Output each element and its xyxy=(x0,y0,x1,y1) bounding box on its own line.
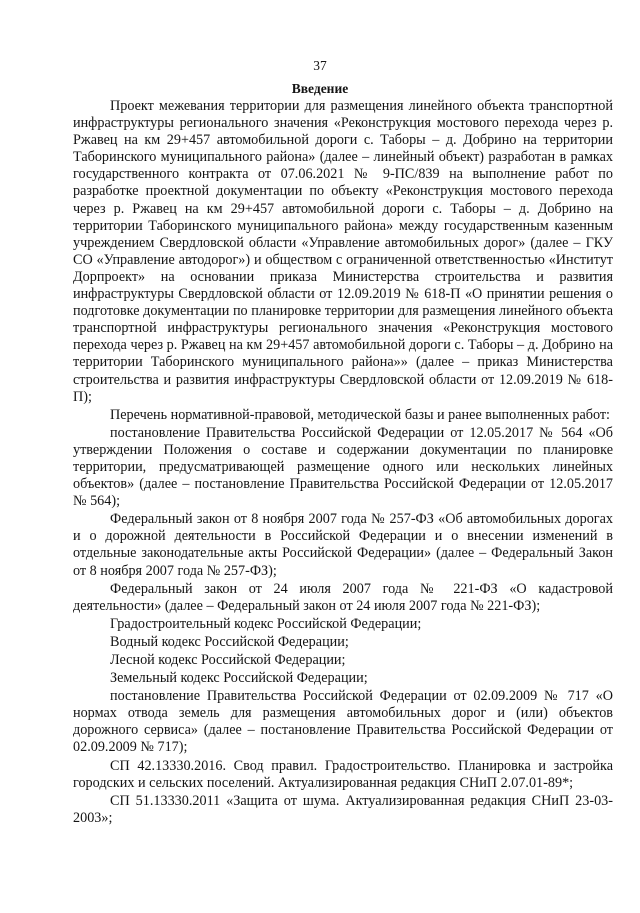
list-item-forest-code: Лесной кодекс Российской Федерации; xyxy=(110,652,346,668)
list-item-law-257: Федеральный закон от 8 ноября 2007 года № 257-ФЗ «Об автомобильных дорогах и о дорожной деятельности в Российской Федерации и о внесении изменений в отдельные законодательные акты Российской Федерации» (далее – Федеральный Закон от 8 ноября 2007 года № 257-ФЗ); xyxy=(73,511,613,579)
list-item-water-code: Водный кодекс Российской Федерации; xyxy=(110,633,349,650)
paragraph-list-intro: Перечень нормативной-правовой, методической базы и ранее выполненных работ: xyxy=(110,406,611,423)
list-item-decree-717: постановление Правительства Российской Федерации от 02.09.2009 № 717 «О нормах отвода земель для размещения автомобильных дорог и (или) объектов дорожного сервиса» (далее – постановление Правительства Российской Федерации от 02.09.2009 № 717); xyxy=(73,688,613,756)
section-heading: Введение xyxy=(291,81,349,96)
paragraph-intro: Проект межевания территории для размещения линейного объекта транспортной инфраструктуры регионального значения «Реконструкция мостового перехода через р. Ржавец на км 29+457 автомобильной дороги с. Таборы – д. Добрино на территории Таборинского муниципального района» (далее – линейный объект) разработан в рамках государственного контракта от 07.06.2021 № 9-ПС/839 на выполнение работ по разработке проектной документации по объекту «Реконструкция мостового перехода через р. Ржавец на км 29+457 автомобильной дороги с. Таборы – д. Добрино на территории Таборинского муниципального района» между государственным казенным учреждением Свердловской области «Управление автомобильных дорог» (далее – ГКУ СО «Управление автодорог») и обществом с ограниченной ответственностью «Институт Дорпроект» на основании приказа Министерства строительства и развития инфраструктуры Свердловской области от 12.09.2019 № 618-П «О принятии решения о подготовке документации по планировке территории для размещения линейного объекта транспортной инфраструктуры регионального значения «Реконструкция мостового перехода через р. Ржавец на км 29+457 автомобильной дороги с. Таборы – д. Добрино на территории Таборинского муниципального района»» (далее – приказ Министерства строительства и развития инфраструктуры Свердловской области от 12.09.2019 № 618-П); xyxy=(73,98,613,405)
document-body xyxy=(73,98,613,828)
list-item-decree-564: постановление Правительства Российской Федерации от 12.05.2017 № 564 «Об утверждении Положения о составе и содержании документации по планировке территории, предусматривающей размещение одного или нескольких линейных объектов» (далее – постановление Правительства Российской Федерации от 12.05.2017 № 564); xyxy=(73,424,613,510)
list-item-sp-42: СП 42.13330.2016. Свод правил. Градостроительство. Планировка и застройка городских и сельских поселений. Актуализированная редакция СНиП 2.07.01-89*; xyxy=(73,757,613,791)
list-item-land-code: Земельный кодекс Российской Федерации; xyxy=(110,670,368,687)
list-item-sp-51: СП 51.13330.2011 «Защита от шума. Актуализированная редакция СНиП 23-03-2003»; xyxy=(73,792,613,826)
list-item-law-221: Федеральный закон от 24 июля 2007 года № 221-ФЗ «О кадастровой деятельности» (далее – Федеральный закон от 24 июля 2007 года № 221-ФЗ); xyxy=(73,580,613,614)
page-number: 37 xyxy=(313,58,327,73)
list-item-urban-code: Градостроительный кодекс Российской Федерации; xyxy=(110,615,422,632)
